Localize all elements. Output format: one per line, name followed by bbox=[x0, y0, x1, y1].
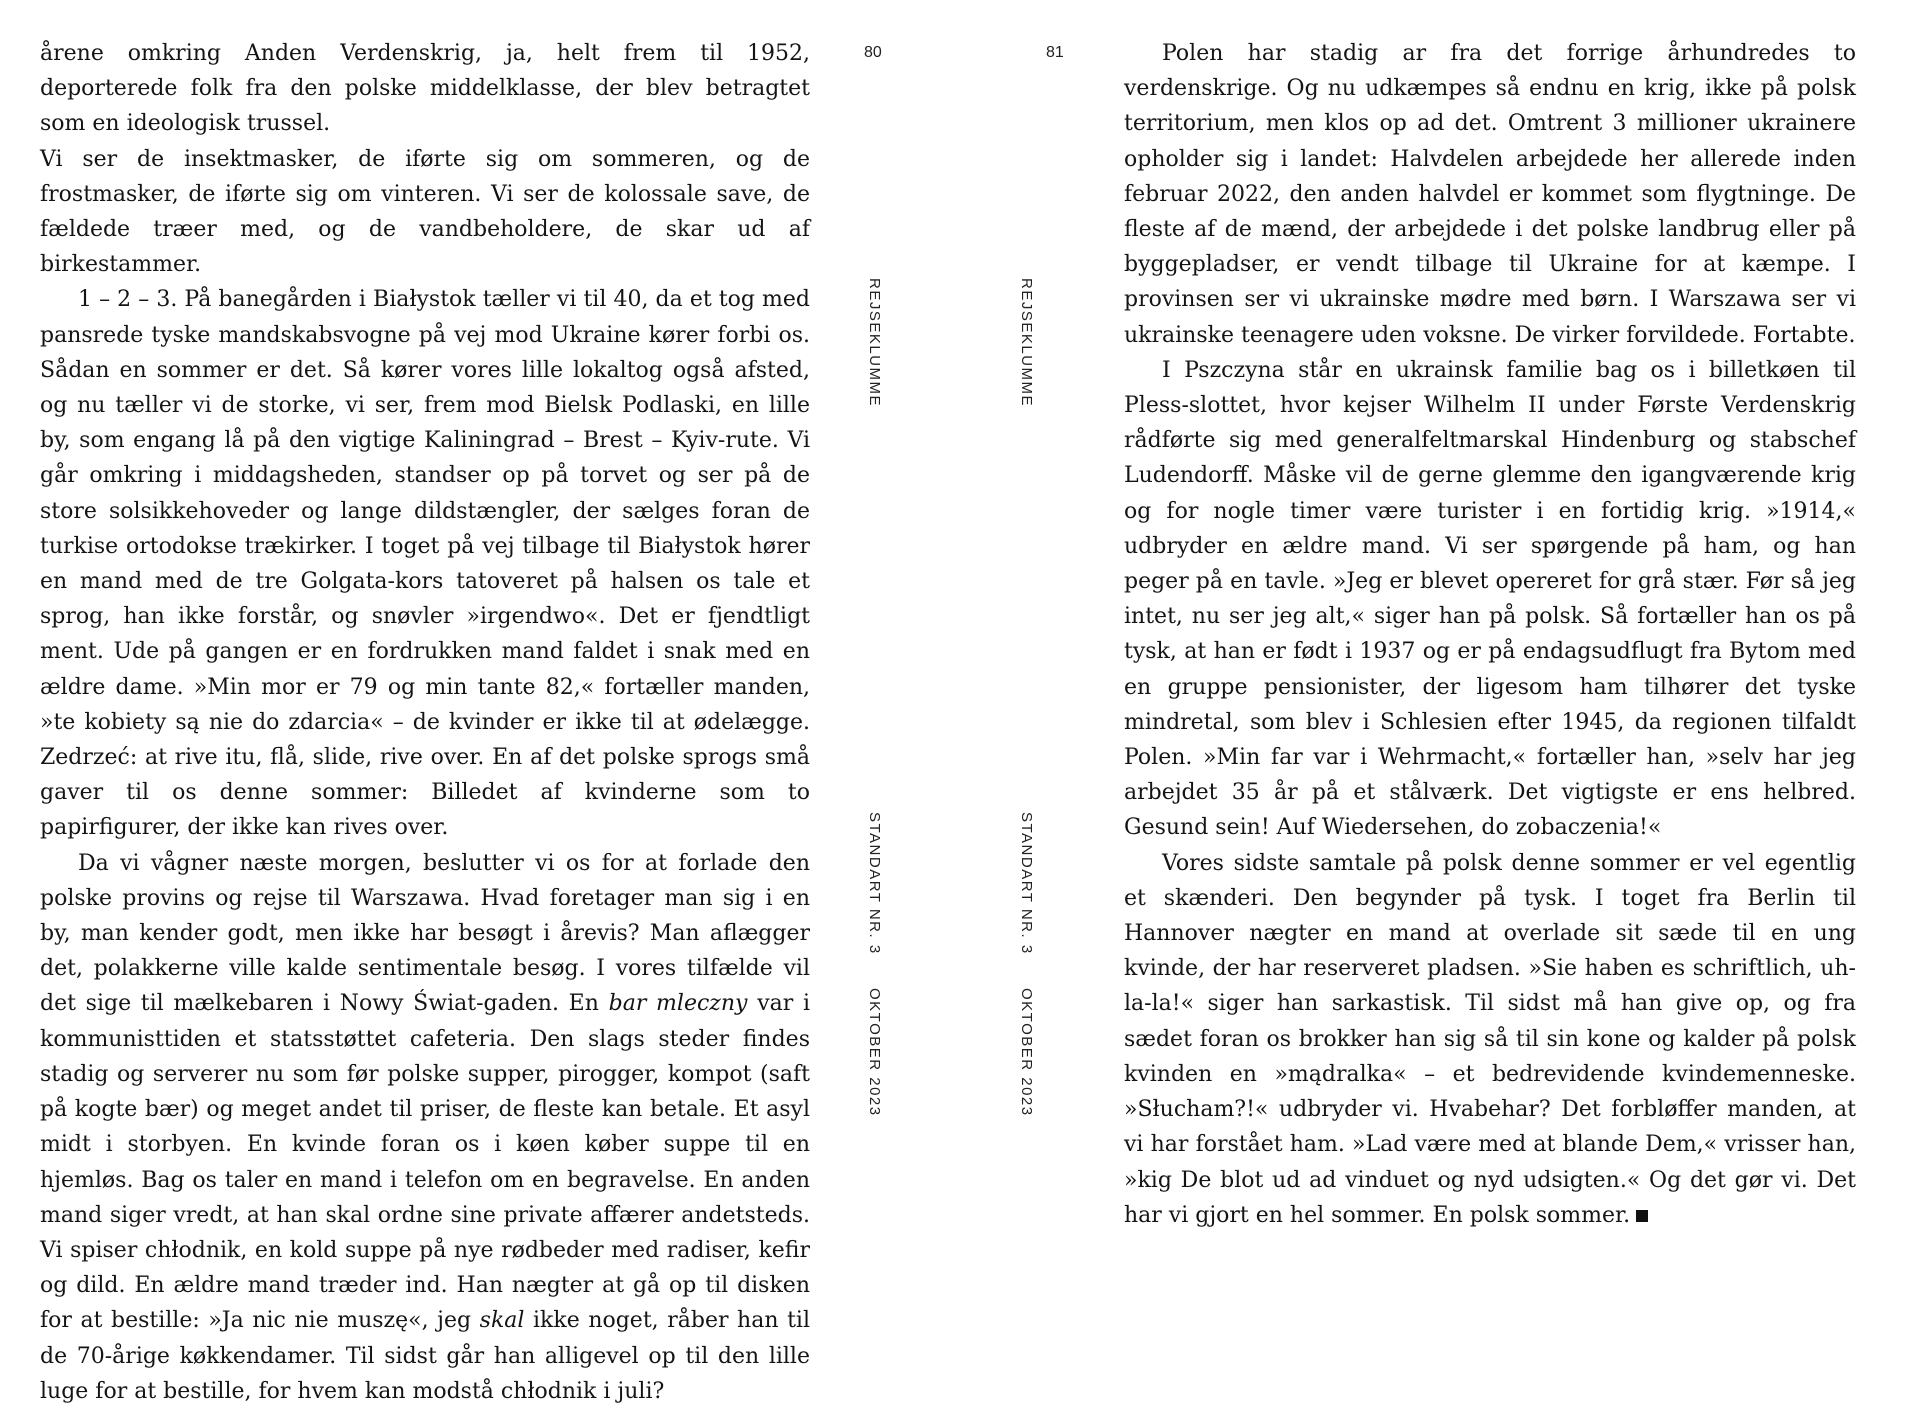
right-page-body bbox=[1124, 36, 1856, 1233]
paragraph bbox=[40, 846, 810, 1409]
running-issue-label: STANDART NR. 3 bbox=[1018, 812, 1035, 955]
paragraph: årene omkring Anden Verdenskrig, ja, helt frem til 1952, deporterede folk fra den polske middelklasse, der blev betragtet som en ideologisk trussel. bbox=[40, 41, 810, 137]
page-number: 81 bbox=[1046, 44, 1064, 61]
paragraph: Polen har stadig ar fra det forrige århundredes to verdenskrige. Og nu udkæmpes så endnu en krig, ikke på polsk territorium, men klos op ad det. Omtrent 3 millioner ukrainere opholder sig i landet: Halvdelen arbejdede her allerede inden februar 2022, den anden halvdel er kommet som flygtninge. De fleste af de mænd, der arbejdede i det polske landbrug eller på byggepladser, er vendt tilbage til Ukraine for at kæmpe. I provinsen ser vi ukrainske mødre med børn. I Warszawa ser vi ukrainske teenagere uden voksne. De virker forvildede. Fortabte. bbox=[1124, 41, 1856, 348]
left-page-body bbox=[40, 36, 810, 1409]
paragraph: I Pszczyna står en ukrainsk familie bag os i billetkøen til Pless-slottet, hvor kejser Wilhelm II under Første Verdenskrig rådførte sig med generalfeltmarskal Hindenburg og stabschef Ludendorff. Måske vil de gerne glemme den igangværende krig og for nogle timer være turister i en fortidig krig. »1914,« udbryder en ældre mand. Vi ser spørgende på ham, og han peger på en tavle. »Jeg er blevet opereret for grå stær. Før så jeg intet, nu ser jeg alt,« siger han på polsk. Så fortæller han os på tysk, at han er født i 1937 og er på endagsudflugt fra Bytom med en gruppe pensionister, der ligesom ham tilhører det tyske mindretal, som blev i Schlesien efter 1945, da regionen tilfaldt Polen. »Min far var i Wehrmacht,« fortæller han, »selv har jeg arbejdet 35 år på et stålværk. Det vigtigste er ens helbred. Gesund sein! Auf Wiedersehen, do zobaczenia!« bbox=[1124, 357, 1856, 841]
running-section-label: REJSEKLUMME bbox=[1018, 278, 1035, 408]
italic-term: skal bbox=[479, 1308, 525, 1334]
running-section-label: REJSEKLUMME bbox=[866, 278, 883, 408]
paragraph-text: Vores sidste samtale på polsk denne sommer er vel egentlig et skænderi. Den begynder på tysk. I toget fra Berlin til Hannover nægter en mand at overlade sit sæde til en ung kvinde, der har reserveret pladsen. »Sie haben es schriftlich, uh-la-la!« siger han sarkastisk. Til sidst må han give op, og fra sædet foran os brokker han sig så til sin kone og kalder på polsk kvinden en »mądralka« – et bedrevidende kvindemenneske. »Słucham?!« udbryder vi. Hvabehar? Det forbløffer manden, at vi har forstået ham. »Lad være med at blande Dem,« vrisser han, »kig De blot ud ad vinduet og nyd udsigten.« Og det gør vi. Det har vi gjort en hel sommer. En polsk sommer. bbox=[1124, 850, 1856, 1228]
paragraph: Vi ser de insektmasker, de iførte sig om sommeren, og de frostmasker, de iførte sig om vinteren. Vi ser de kolossale save, de fældede træer med, og de vandbeholdere, de skar ud af birkestammer. bbox=[40, 146, 810, 278]
right-page bbox=[960, 0, 1920, 1328]
page-number: 80 bbox=[864, 44, 882, 61]
running-date-label: OKTOBER 2023 bbox=[1018, 988, 1035, 1117]
paragraph-text: Da vi vågner næste morgen, beslutter vi os for at forlade den polske provins og rejse til Warszawa. Hvad foretager man sig i en by, man kender godt, men ikke har besøgt i årevis? Man aflægger det, polakkerne ville kalde sentimentale besøg. I vores tilfælde vil det sige til mælkebaren i Nowy Świat-gaden. En bbox=[40, 850, 810, 1017]
paragraph-text: ikke noget, råber han til de 70-årige køkkendamer. Til sidst går han alligevel op til den lille luge for at bestille, for hvem kan modstå chłodnik i juli? bbox=[40, 1308, 810, 1404]
left-page bbox=[0, 0, 960, 1404]
paragraph: 1 – 2 – 3. På banegården i Białystok tæller vi til 40, da et tog med pansrede tyske mandskabsvogne på vej mod Ukraine kører forbi os. Sådan en sommer er det. Så kører vores lille lokaltog også afsted, og nu tæller vi de storke, vi ser, frem mod Bielsk Podlaski, en lille by, som engang lå på den vigtige Kaliningrad – Brest – Kyiv-rute. Vi går omkring i middagsheden, standser op på torvet og ser på de store solsikkehoveder og lange dildstængler, der sælges foran de turkise ortodokse trækirker. I toget på vej tilbage til Białystok hører en mand med de tre Golgata-kors tatoveret på halsen os tale et sprog, han ikke forstår, og snøvler »irgendwo«. Det er fjendtligt ment. Ude på gangen er en fordrukken mand faldet i snak med en ældre dame. »Min mor er 79 og min tante 82,« fortæller manden, »te kobiety są nie do zdarcia« – de kvinder er ikke til at ødelægge. Zedrzeć: at rive itu, flå, slide, rive over. En af det polske sprogs små gaver til os denne sommer: Billedet af kvinderne som to papirfigurer, der ikke kan rives over. bbox=[40, 287, 810, 841]
paragraph bbox=[1124, 846, 1856, 1233]
paragraph-text: var i kommunisttiden et statsstøttet cafeteria. Den slags steder findes stadig og serverer nu som før polske supper, pirogger, kompot (saft på kogte bær) og meget andet til priser, de fleste kan betale. Et asyl midt i storbyen. En kvinde foran os i køen køber suppe til en hjemløs. Bag os taler en mand i telefon om en begravelse. En anden mand siger vredt, at han skal ordne sine private affærer andetsteds. Vi spiser chłodnik, en kold suppe på nye rødbeder med radiser, kefir og dild. En ældre mand træder ind. Han nægter at gå op til disken for at bestille: »Ja nic nie muszę«, jeg bbox=[40, 991, 811, 1334]
italic-term: bar mleczny bbox=[608, 991, 748, 1017]
running-issue-label: STANDART NR. 3 bbox=[866, 812, 883, 955]
end-of-article-mark bbox=[1636, 1210, 1648, 1222]
running-date-label: OKTOBER 2023 bbox=[866, 988, 883, 1117]
